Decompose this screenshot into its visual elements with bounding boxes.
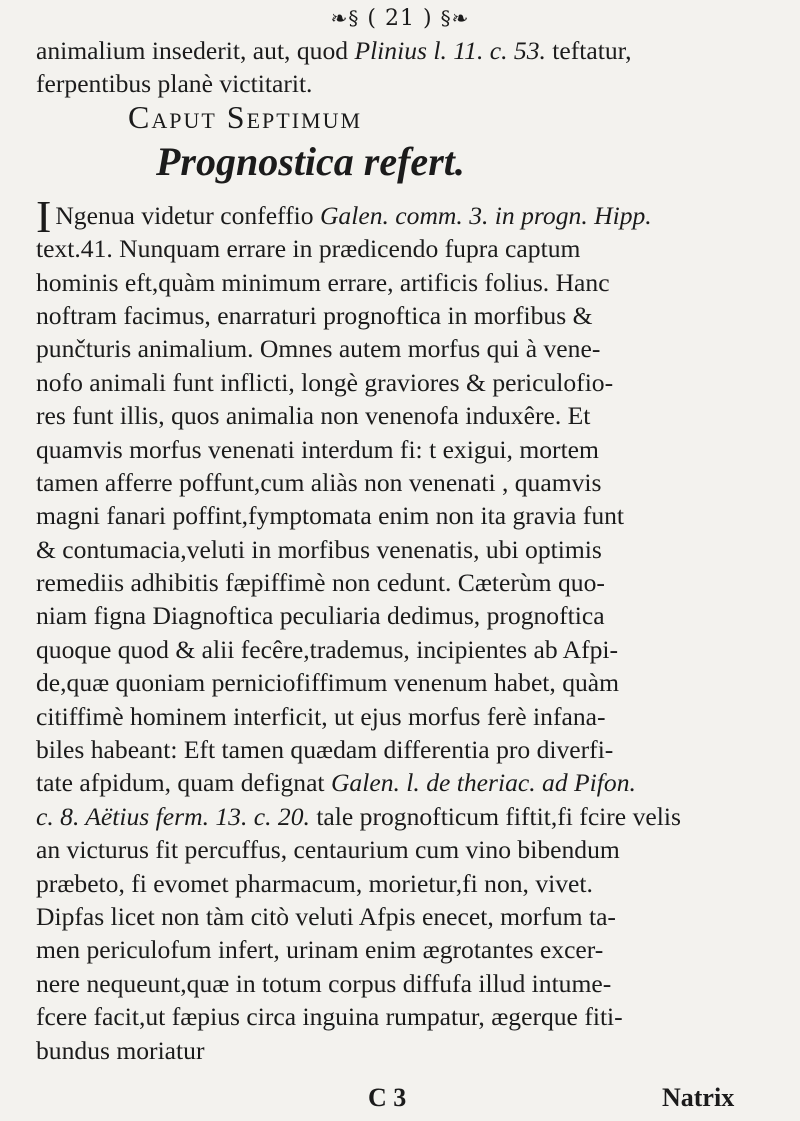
text-line: animalium insederit, aut, quod Plinius l. 11. c. 53. teftatur, — [36, 36, 632, 65]
page-footer — [0, 1083, 800, 1117]
text-line: nere nequeunt,quæ in totum corpus diffufa illud intume- — [36, 968, 612, 998]
body-text — [36, 34, 776, 1067]
text-line: remediis adhibitis fæpiffimè non cedunt. Cæterùm quo- — [36, 568, 605, 598]
text-line: c. 8. Aëtius ferm. 13. c. 20. tale prognofticum fiftit,fi fcire velis — [36, 801, 681, 831]
text-line: quamvis morfus venenati interdum fi: t exigui, mortem — [36, 434, 599, 464]
text-line: præbeto, fi evomet pharmacum, morietur,fi non, vivet. — [36, 868, 593, 898]
text-line: fcere facit,ut fæpius circa inguina rumpatur, ægerque fiti- — [36, 1002, 623, 1032]
running-header — [0, 6, 800, 31]
text-line: Dipfas licet non tàm citò veluti Afpis enecet, morfum ta- — [36, 901, 616, 931]
text-line: biles habeant: Eft tamen quædam differentia pro diverfi- — [36, 735, 614, 765]
citation: Plinius l. 11. c. 53. — [354, 36, 546, 65]
header-ornament-right: §❧ — [440, 6, 470, 30]
page-number: ( 21 ) — [367, 6, 433, 31]
citation: Galen. comm. 3. in progn. Hipp. — [319, 200, 652, 230]
citation: Galen. l. de theriac. ad Pifon. — [330, 768, 636, 798]
citation: c. 8. Aëtius ferm. 13. c. 20. — [36, 801, 310, 831]
text-line: niam figna Diagnoftica peculiaria dedimus, prognoftica — [36, 601, 605, 631]
header-ornament-left: ❧§ — [330, 6, 360, 30]
text-line: quoque quod & alii fecêre,trademus, incipientes ab Afpi- — [36, 634, 619, 664]
text-line: magni fanari poffint,fymptomata enim non ita gravia funt — [36, 501, 625, 531]
text-line: I Ngenua videtur confeffio Galen. comm. 3. in progn. Hipp. — [36, 190, 652, 242]
text-line: & contumacia,veluti in morfibus venenatis, ubi optimis — [36, 534, 602, 564]
text-line: an victurus fit percuffus, centaurium cum vino bibendum — [36, 835, 620, 865]
text-line: tamen afferre poffunt,cum aliàs non venenati , quamvis — [36, 467, 602, 497]
text-line: res funt illis, quos animalia non venenofa induxêre. Et — [36, 401, 591, 431]
text-line: nofo animali funt inflicti, longè graviores & periculofio- — [36, 367, 614, 397]
drop-capital: I — [36, 190, 52, 242]
text-line: ferpentibus planè victitarit. — [36, 69, 313, 99]
text-line: citiffimè hominem interficit, ut ejus morfus ferè infana- — [36, 701, 606, 731]
text-line: noftram facimus, enarraturi prognoftica in morfibus & — [36, 300, 593, 330]
signature-mark: C 3 — [368, 1083, 407, 1112]
text-line: de,quæ quoniam perniciofiffimum venenum habet, quàm — [36, 668, 620, 698]
text-line: bundus moriatur — [36, 1035, 205, 1065]
chapter-subtitle: Prognostica refert. — [156, 138, 465, 184]
text-line: men periculofum infert, urinam enim ægrotantes excer- — [36, 935, 604, 965]
text-line: tate afpidum, quam defignat Galen. l. de theriac. ad Pifon. — [36, 768, 636, 798]
catchword: Natrix — [662, 1083, 735, 1112]
text-line: punčturis animalium. Omnes autem morfus qui à vene- — [36, 334, 601, 364]
chapter-heading: Caput Septimum — [128, 98, 363, 135]
text-line: text.41. Nunquam errare in prædicendo fupra captum — [36, 234, 581, 264]
text-line: hominis eft,quàm minimum errare, artificis folius. Hanc — [36, 267, 610, 297]
